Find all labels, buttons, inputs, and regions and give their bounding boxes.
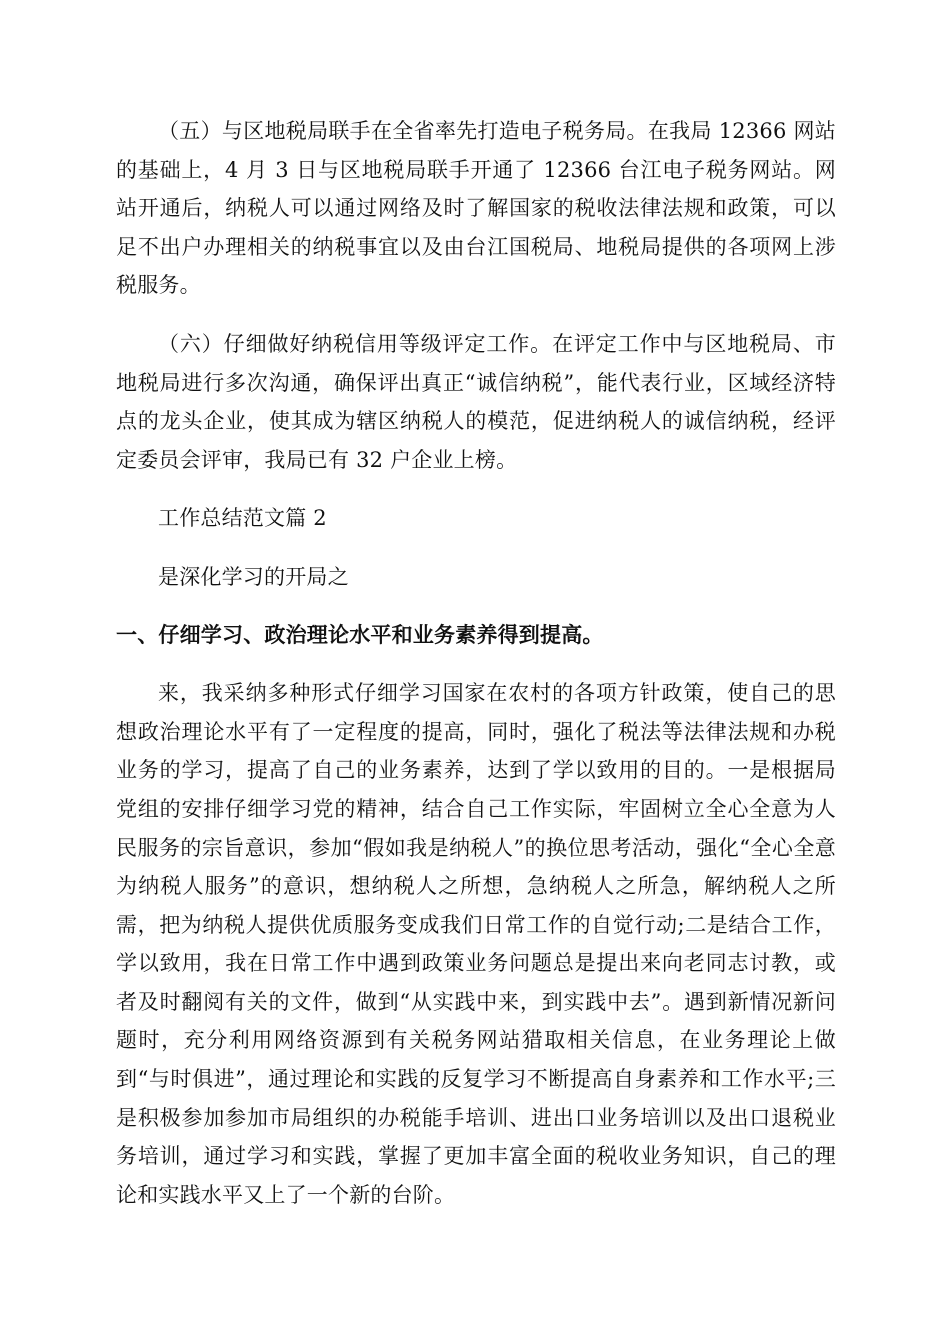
paragraph-e-tax-bureau: （五）与区地税局联手在全省率先打造电子税务局。在我局 12366 网站的基础上，4 月 3 日与区地税局联手开通了 12366 台江电子税务网站。网站开通后，纳税人可以通过网络及时了解国家的税收法律法规和政策，可以足不出户办理相关的纳税事宜以及由台江国税局、地税局提供的各项网上涉税服务。 xyxy=(116,119,836,298)
paragraph-opening-line: 是深化学习的开局之 xyxy=(158,564,349,589)
paragraph-study-summary: 来，我采纳多种形式仔细学习国家在农村的各项方针政策，使自己的思想政治理论水平有了一定程度的提高，同时，强化了税法等法律法规和办税业务的学习，提高了自己的业务素养，达到了学以致用的目的。一是根据局党组的安排仔细学习党的精神，结合自己工作实际，牢固树立全心全意为人民服务的宗旨意识，参加“假如我是纳税人”的换位思考活动，强化“全心全意为纳税人服务”的意识，想纳税人之所想，急纳税人之所急，解纳税人之所需，把为纳税人提供优质服务变成我们日常工作的自觉行动;二是结合工作，学以致用，我在日常工作中遇到政策业务问题总是提出来向老同志讨教，或者及时翻阅有关的文件，做到“从实践中来，到实践中去”。遇到新情况新问题时，充分利用网络资源到有关税务网站猎取相关信息，在业务理论上做到“与时俱进”，通过理论和实践的反复学习不断提高自身素养和工作水平;三是积极参加参加市局组织的办税能手培训、进出口业务培训以及出口退税业务培训，通过学习和实践，掌握了更加丰富全面的税收业务知识，自己的理论和实践水平又上了一个新的台阶。 xyxy=(116,681,836,1207)
paragraph-credit-rating: （六）仔细做好纳税信用等级评定工作。在评定工作中与区地税局、市地税局进行多次沟通，确保评出真正“诚信纳税”，能代表行业，区域经济特点的龙头企业，使其成为辖区纳税人的模范，促进纳税人的诚信纳税，经评定委员会评审，我局已有 32 户企业上榜。 xyxy=(116,331,836,472)
paragraph-section-title: 工作总结范文篇 2 xyxy=(158,506,327,531)
section-heading: 一、仔细学习、政治理论水平和业务素养得到提高。 xyxy=(116,622,604,647)
document-page xyxy=(116,112,836,1214)
